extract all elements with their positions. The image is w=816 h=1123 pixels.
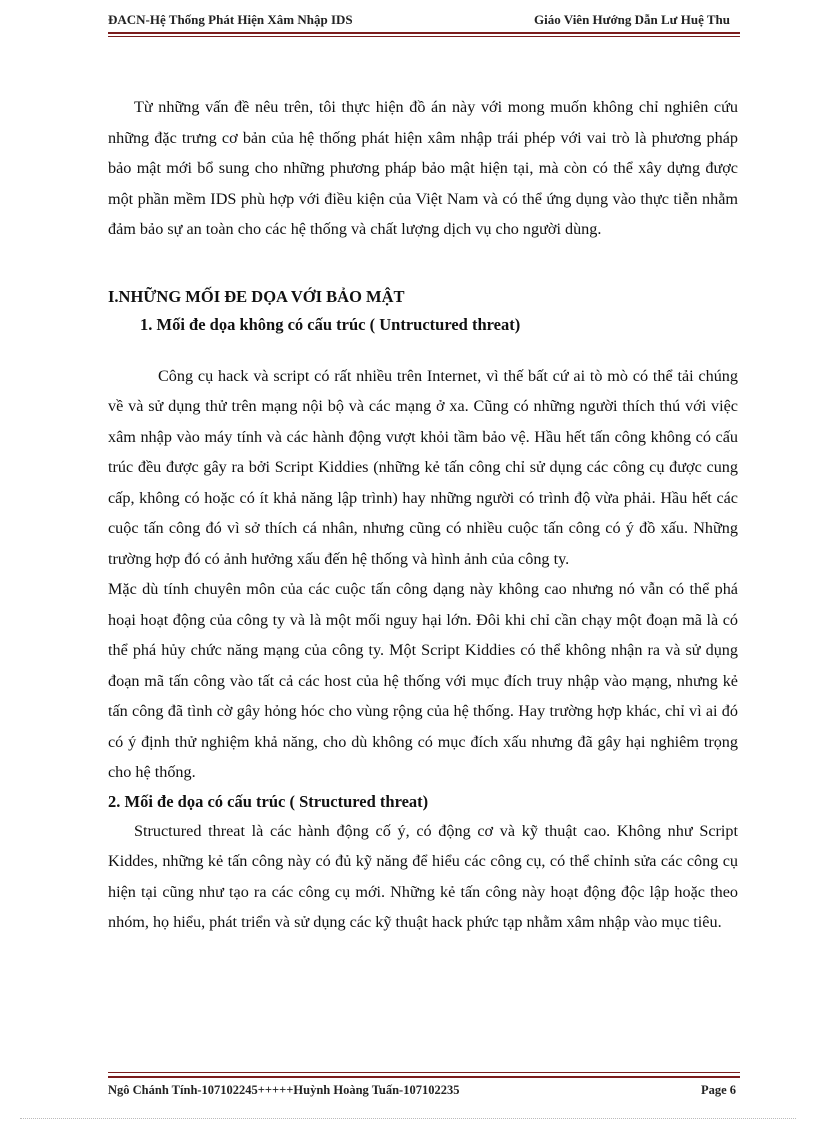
page-header bbox=[108, 12, 740, 30]
footer-authors: Ngô Chánh Tính-107102245+++++Huỳnh Hoàng Tuấn-107102235 bbox=[108, 1083, 460, 1097]
header-title: ĐACN-Hệ Thống Phát Hiện Xâm Nhập IDS bbox=[108, 12, 353, 27]
footer-rule-thick bbox=[108, 1076, 740, 1078]
page-bottom-dotted-line bbox=[20, 1118, 796, 1119]
page-number: Page 6 bbox=[700, 1083, 736, 1097]
header-rule-thin bbox=[108, 36, 740, 37]
page-footer bbox=[108, 1083, 740, 1101]
section-title: I.NHỮNG MỐI ĐE DỌA VỚI BẢO MẬT bbox=[108, 286, 405, 306]
subsection2-paragraph: Structured threat là các hành động cố ý, có động cơ và kỹ thuật cao. Không như Script Kiddes, những kẻ tấn công này có đủ kỹ năng để hiểu các công cụ, có thể chỉnh sửa các công cụ hiện tại cũng như tạo ra các công cụ mới. Những kẻ tấn công này hoạt động độc lập hoặc theo nhóm, họ hiểu, phát triển và sử dụng các kỹ thuật hack phức tạp nhằm xâm nhập vào mục tiêu. bbox=[108, 821, 738, 931]
page-body bbox=[108, 92, 738, 938]
subsection1-paragraph1: Công cụ hack và script có rất nhiều trên Internet, vì thế bất cứ ai tò mò có thể tải chúng về và sử dụng thử trên mạng nội bộ và các mạng ở xa. Cũng có những người thích thú với việc xâm nhập vào máy tính và các hành động vượt khỏi tầm bảo vệ. Hầu hết tấn công không có cấu trúc đều được gây ra bởi Script Kiddies (những kẻ tấn công chỉ sử dụng các công cụ được cung cấp, không có hoặc có ít khả năng lập trình) hay những người có trình độ vừa phải. Hầu hết các cuộc tấn công đó vì sở thích cá nhân, nhưng cũng có nhiều cuộc tấn công có ý đồ xấu. Những trường hợp đó có ảnh hưởng xấu đến hệ thống và hình ảnh của công ty. bbox=[108, 366, 738, 568]
subsection1-title: 1. Mối đe dọa không có cấu trúc ( Untructured threat) bbox=[140, 314, 521, 334]
subsection2-title: 2. Mối đe dọa có cấu trúc ( Structured threat) bbox=[108, 791, 429, 811]
footer-rule-thin bbox=[108, 1072, 740, 1073]
subsection1-paragraph2: Mặc dù tính chuyên môn của các cuộc tấn công dạng này không cao nhưng nó vẫn có thể phá hoại hoạt động của công ty và là một mối nguy hại lớn. Đôi khi chỉ cần chạy một đoạn mã là có thể phá hủy chức năng mạng của công ty. Một Script Kiddies có thể không nhận ra và sử dụng đoạn mã tấn công vào tất cả các host của hệ thống với mục đích truy nhập vào mạng, nhưng kẻ tấn công đã tình cờ gây hỏng hóc cho vùng rộng của hệ thống. Hay trường hợp khác, chỉ vì ai đó có ý định thử nghiệm khả năng, cho dù không có mục đích xấu nhưng đã gây hại nghiêm trọng cho hệ thống. bbox=[108, 580, 738, 781]
header-rule-thick bbox=[108, 32, 740, 34]
header-instructor: Giáo Viên Hướng Dẫn Lư Huệ Thu bbox=[534, 12, 730, 27]
intro-paragraph: Từ những vấn đề nêu trên, tôi thực hiện đồ án này với mong muốn không chỉ nghiên cứu những đặc trưng cơ bản của hệ thống phát hiện xâm nhập trái phép với vai trò là phương pháp bảo mật mới bổ sung cho những phương pháp bảo mật hiện tại, mà còn có thể xây dựng được một phần mềm IDS phù hợp với điều kiện của Việt Nam và có thể ứng dụng vào thực tiễn nhằm đảm bảo sự an toàn cho các hệ thống và chất lượng dịch vụ cho người dùng. bbox=[108, 98, 738, 238]
